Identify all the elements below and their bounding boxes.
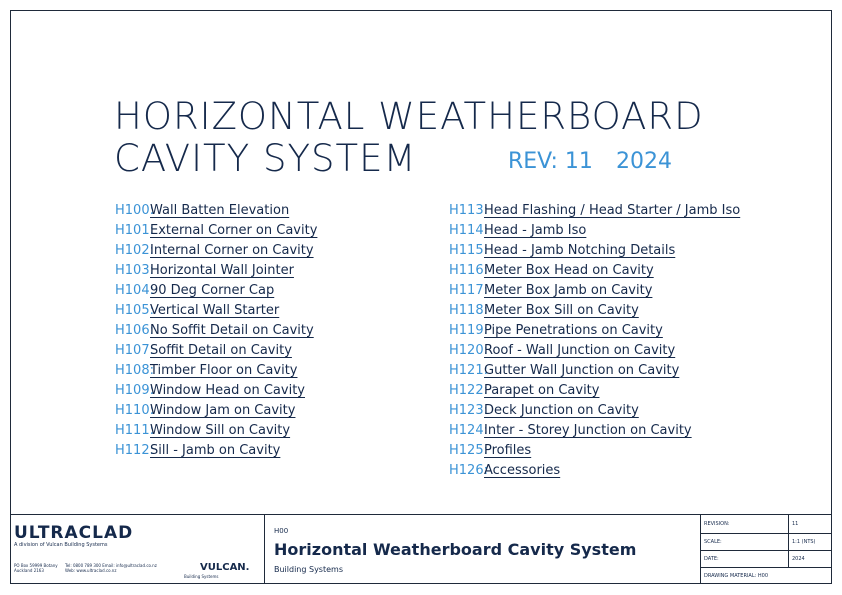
index-item	[115, 263, 317, 283]
index-item-code: H116:	[449, 263, 488, 278]
index-item	[449, 363, 740, 383]
footer-divider	[264, 515, 265, 584]
index-item	[115, 443, 317, 463]
index-item-link[interactable]: Vertical Wall Starter	[150, 303, 280, 318]
index-item-link[interactable]: Timber Floor on Cavity	[150, 363, 298, 378]
index-item	[115, 383, 317, 403]
index-item-link[interactable]: Deck Junction on Cavity	[484, 403, 639, 418]
index-item-code: H114:	[449, 223, 488, 238]
index-item-link[interactable]: Horizontal Wall Jointer	[150, 263, 294, 278]
index-item-link[interactable]: Inter - Storey Junction on Cavity	[484, 423, 692, 438]
index-item-code: H101:	[115, 223, 154, 238]
ultraclad-logo: ULTRACLAD	[14, 523, 134, 543]
index-item	[449, 423, 740, 443]
index-item	[115, 343, 317, 363]
index-item-code: H103:	[115, 263, 154, 278]
index-item-code: H118:	[449, 303, 488, 318]
index-item-link[interactable]: 90 Deg Corner Cap	[150, 283, 275, 298]
index-item-code: H111:	[115, 423, 154, 438]
index-item-link[interactable]: Window Sill on Cavity	[150, 423, 291, 438]
index-item	[115, 223, 317, 243]
index-item	[115, 243, 317, 263]
index-item	[449, 243, 740, 263]
index-item-link[interactable]: Parapet on Cavity	[484, 383, 600, 398]
index-item	[115, 323, 317, 343]
index-item-code: H110:	[115, 403, 154, 418]
index-item-link[interactable]: Accessories	[484, 463, 561, 478]
index-item-code: H117:	[449, 283, 488, 298]
index-item-code: H112:	[115, 443, 154, 458]
index-item-link[interactable]: Soffit Detail on Cavity	[150, 343, 292, 358]
index-item-link[interactable]: Pipe Penetrations on Cavity	[484, 323, 663, 338]
index-item	[449, 223, 740, 243]
index-item-link[interactable]: No Soffit Detail on Cavity	[150, 323, 314, 338]
revision-field-value: 11	[792, 521, 799, 527]
index-item-code: H120:	[449, 343, 488, 358]
index-item-code: H119:	[449, 323, 488, 338]
index-column-left	[115, 203, 317, 463]
document-title: Horizontal Weatherboard Cavity System	[274, 540, 637, 559]
index-item-link[interactable]: Internal Corner on Cavity	[150, 243, 314, 258]
index-item-code: H108:	[115, 363, 154, 378]
index-item-code: H113:	[449, 203, 488, 218]
index-item	[449, 323, 740, 343]
vulcan-tagline: Building Systems	[184, 574, 219, 579]
title-block-row-line	[700, 567, 832, 568]
index-item-link[interactable]: Sill - Jamb on Cavity	[150, 443, 281, 458]
scale-field-label: SCALE:	[704, 539, 722, 545]
index-column-right	[449, 203, 740, 483]
index-item	[449, 343, 740, 363]
index-item-link[interactable]: Head - Jamb Notching Details	[484, 243, 676, 258]
revision-label: REV: 11	[508, 149, 593, 174]
index-item	[115, 423, 317, 443]
index-item-code: H100:	[115, 203, 154, 218]
index-item-link[interactable]: Wall Batten Elevation	[150, 203, 290, 218]
index-item-link[interactable]: Meter Box Sill on Cavity	[484, 303, 639, 318]
index-item	[449, 263, 740, 283]
title-line-1: HORIZONTAL WEATHERBOARD	[114, 95, 704, 138]
index-item-code: H121:	[449, 363, 488, 378]
index-item	[115, 303, 317, 323]
index-item	[449, 463, 740, 483]
contact-details: Tel: 0800 789 300 Email: info@ultraclad.co.nz Web: www.ultraclad.co.nz	[65, 563, 157, 573]
index-item-code: H123:	[449, 403, 488, 418]
title-line-2: CAVITY SYSTEM	[114, 137, 417, 180]
title-block-row-line	[700, 550, 832, 551]
index-item-code: H102:	[115, 243, 154, 258]
title-block-row-line	[700, 533, 832, 534]
index-item	[115, 363, 317, 383]
index-item-link[interactable]: Gutter Wall Junction on Cavity	[484, 363, 680, 378]
index-item-link[interactable]: Head - Jamb Iso	[484, 223, 587, 238]
index-item	[449, 383, 740, 403]
year-label: 2024	[616, 149, 672, 174]
brand-tagline: A division of Vulcan Building Systems	[14, 542, 108, 548]
drawing-material-field: DRAWING MATERIAL: H00	[704, 573, 769, 579]
document-code: H00	[274, 527, 289, 535]
date-field-value: 2024	[792, 556, 805, 562]
index-item-code: H106:	[115, 323, 154, 338]
index-item-code: H125:	[449, 443, 488, 458]
index-item-code: H126:	[449, 463, 488, 478]
index-item-code: H104:	[115, 283, 154, 298]
index-item	[115, 203, 317, 223]
index-item-link[interactable]: Meter Box Jamb on Cavity	[484, 283, 653, 298]
index-item	[449, 443, 740, 463]
index-item-code: H115:	[449, 243, 488, 258]
index-item	[449, 203, 740, 223]
index-item-code: H109:	[115, 383, 154, 398]
title-block-value-divider	[788, 515, 789, 567]
index-item-link[interactable]: External Corner on Cavity	[150, 223, 318, 238]
index-item	[449, 283, 740, 303]
index-item	[449, 303, 740, 323]
index-item-link[interactable]: Roof - Wall Junction on Cavity	[484, 343, 676, 358]
scale-field-value: 1:1 (NTS)	[792, 539, 816, 545]
vulcan-logo: VULCAN.	[200, 562, 250, 573]
index-item-code: H124:	[449, 423, 488, 438]
contact-address: PO Box 59999 Botany Auckland 2163	[14, 563, 58, 573]
revision-field-label: REVISION:	[704, 521, 730, 527]
index-item-code: H107:	[115, 343, 154, 358]
index-item-link[interactable]: Profiles	[484, 443, 532, 458]
index-item-code: H105:	[115, 303, 154, 318]
title-block-footer	[10, 514, 832, 584]
index-item	[115, 403, 317, 423]
index-item-link[interactable]: Meter Box Head on Cavity	[484, 263, 654, 278]
index-item-link[interactable]: Window Jam on Cavity	[150, 403, 296, 418]
index-item	[449, 403, 740, 423]
index-item-link[interactable]: Head Flashing / Head Starter / Jamb Iso	[484, 203, 741, 218]
date-field-label: DATE:	[704, 556, 719, 562]
index-item-code: H122:	[449, 383, 488, 398]
index-item	[115, 283, 317, 303]
document-subtitle: Building Systems	[274, 565, 343, 574]
index-item-link[interactable]: Window Head on Cavity	[150, 383, 305, 398]
